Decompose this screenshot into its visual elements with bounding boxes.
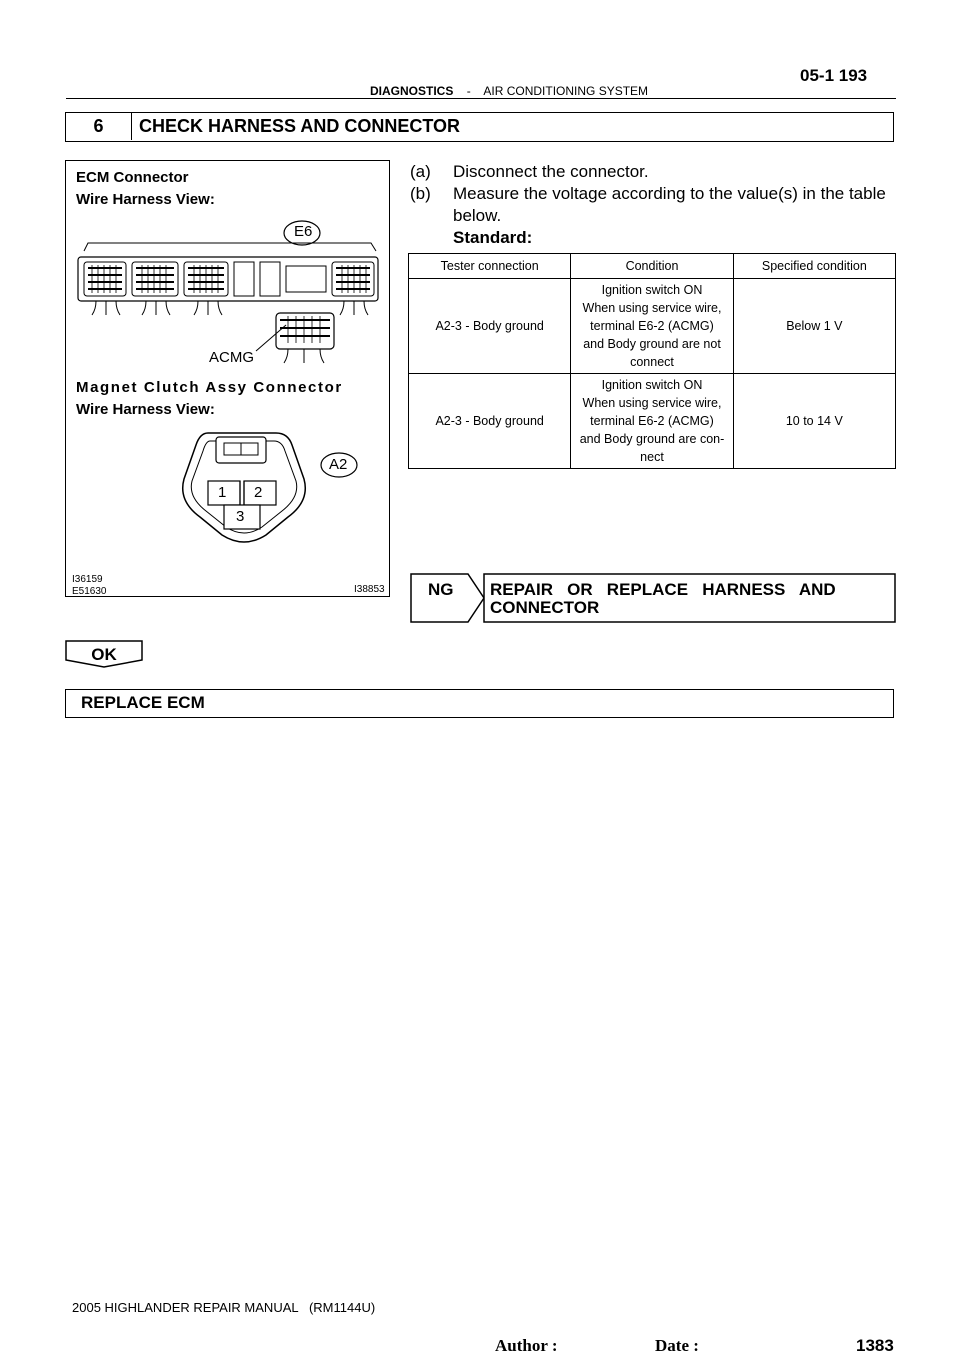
connector-drawing: [66, 161, 388, 595]
cell-condition: [571, 279, 733, 374]
replace-action: REPLACE ECM: [81, 693, 205, 712]
section-header: [370, 84, 648, 98]
instruction-a-text: Disconnect the connector.: [453, 162, 649, 181]
col-header-tester: Tester connection: [409, 254, 571, 279]
pin-2-label: 2: [254, 484, 263, 501]
section-separator: -: [466, 84, 471, 98]
step-header: [65, 112, 894, 142]
col-header-spec: Specified condition: [733, 254, 895, 279]
clutch-connector-title: Magnet Clutch Assy Connector: [76, 379, 343, 396]
condition-line: Ignition switch ON: [601, 283, 703, 297]
ng-action-line-2: CONNECTOR: [490, 598, 600, 617]
cell-tester: A2-3 - Body ground: [409, 374, 571, 469]
condition-line: Ignition switch ON: [601, 378, 703, 392]
section-name: DIAGNOSTICS: [370, 84, 454, 98]
table-row: [409, 279, 896, 374]
condition-line: When using service wire,: [582, 396, 722, 410]
figure-code-2: E51630: [72, 586, 107, 597]
standard-label: Standard:: [453, 228, 533, 247]
instruction-b-text: Measure the voltage according to the value(s) in the table: [453, 184, 886, 203]
acmg-label: ACMG: [209, 349, 254, 366]
condition-line: When using service wire,: [582, 301, 722, 315]
footer-author: Author :: [495, 1336, 558, 1355]
figure-code-3: I38853: [354, 584, 385, 595]
footer-date: Date :: [655, 1336, 699, 1355]
subsection-name: AIR CONDITIONING SYSTEM: [483, 84, 649, 98]
ecm-connector-title: ECM Connector: [76, 169, 189, 186]
footer-manual-title: 2005 HIGHLANDER REPAIR MANUAL (RM1144U): [72, 1300, 376, 1315]
condition-line: terminal E6-2 (ACMG): [590, 319, 714, 333]
figure-code-1: I36159: [72, 574, 103, 585]
condition-line: terminal E6-2 (ACMG): [590, 414, 714, 428]
step-number: 6: [66, 113, 132, 140]
instruction-b-letter: (b): [410, 184, 431, 203]
connector-illustration: [65, 160, 390, 597]
condition-line: and Body ground are not: [583, 337, 721, 351]
table-header-row: [409, 254, 896, 279]
clutch-connector-tag: A2: [329, 456, 348, 473]
instruction-a-letter: (a): [410, 162, 431, 181]
ng-label: NG: [428, 580, 454, 599]
ok-label: OK: [91, 645, 117, 664]
header-rule: [66, 98, 896, 99]
cell-tester: A2-3 - Body ground: [409, 279, 571, 374]
col-header-condition: Condition: [571, 254, 733, 279]
ng-action: [490, 581, 888, 617]
spec-table: [408, 253, 896, 469]
pin-1-label: 1: [218, 484, 227, 501]
page-number: 05-1 193: [800, 66, 868, 85]
cell-condition: [571, 374, 733, 469]
condition-line: connect: [630, 355, 674, 369]
clutch-view-title: Wire Harness View:: [76, 401, 215, 418]
ng-action-line-1: REPAIR OR REPLACE HARNESS AND: [490, 580, 836, 599]
condition-line: and Body ground are con-: [579, 432, 725, 446]
table-row: [409, 374, 896, 469]
ecm-connector-tag: E6: [294, 223, 313, 240]
cell-spec: 10 to 14 V: [733, 374, 895, 469]
pin-3-label: 3: [236, 508, 245, 525]
step-title: CHECK HARNESS AND CONNECTOR: [139, 116, 461, 136]
instruction-b-continued: below.: [453, 206, 502, 225]
ecm-view-title: Wire Harness View:: [76, 191, 215, 208]
cell-spec: Below 1 V: [733, 279, 895, 374]
condition-line: nect: [640, 450, 664, 464]
footer-page-number: 1383: [856, 1336, 894, 1355]
